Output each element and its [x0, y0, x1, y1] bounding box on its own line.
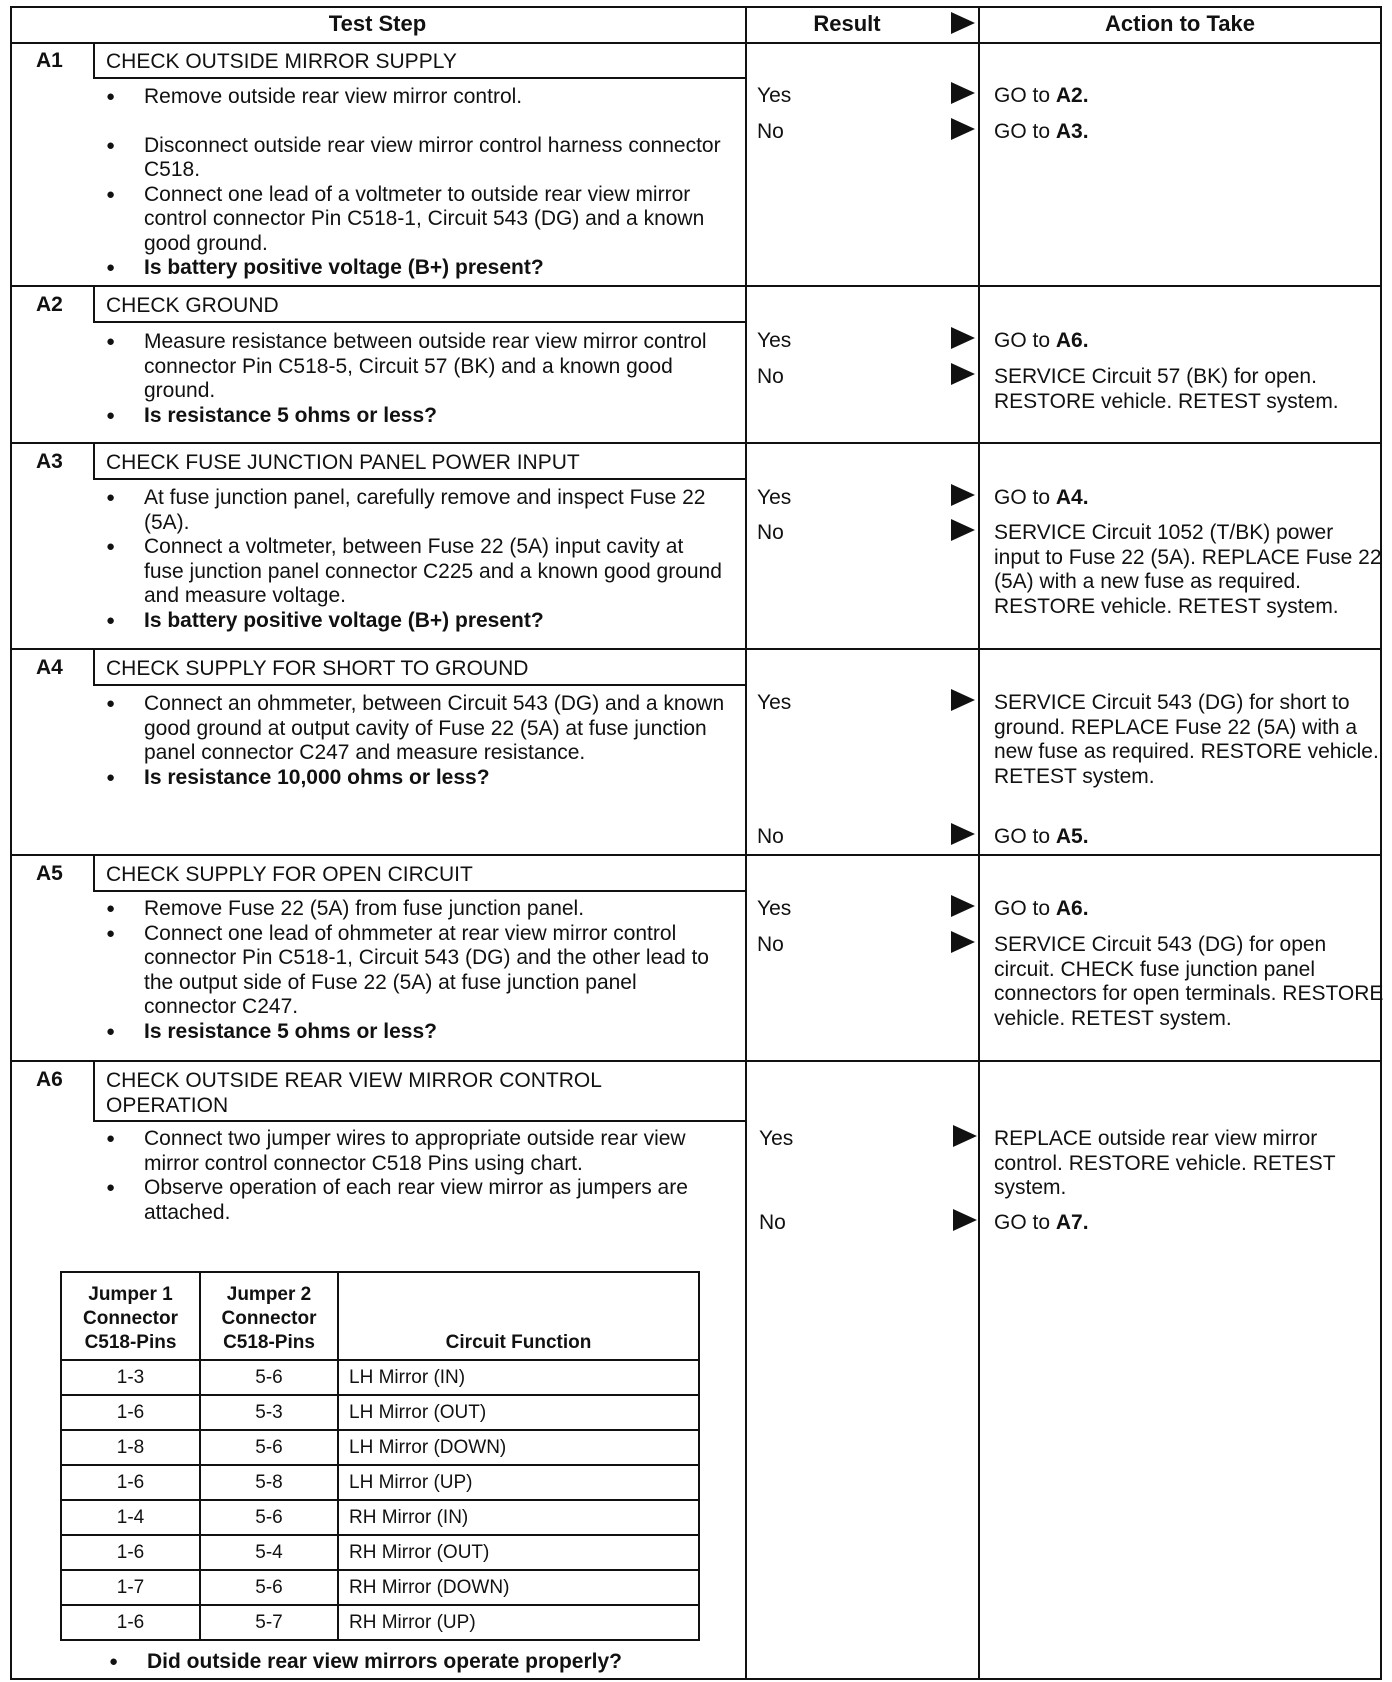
result-yes: Yes [757, 84, 792, 107]
result-arrow-icon [951, 895, 975, 917]
table-row [61, 1535, 699, 1570]
action-text: GO to A2. [994, 84, 1089, 107]
result-arrow-icon [951, 689, 975, 711]
result-no: No [757, 933, 784, 956]
instruction-item: ● Remove Fuse 22 (5A) from fuse junction panel. [106, 897, 726, 922]
step-id-divider [93, 854, 95, 892]
header-row-divider [10, 42, 1382, 44]
instruction-item: ● Connect one lead of ohmmeter at rear view mirror control connector Pin C518-1, Circuit 543 (DG) and the other lead to the output side of Fuse 22 (5A) at fuse junction panel connector C247. [106, 922, 726, 1020]
step-instructions [106, 486, 726, 633]
pin-table-header: Jumper 1 Connector C518-Pins [61, 1272, 200, 1360]
action-text: GO to A6. [994, 329, 1089, 352]
jumper1-pins: 1-3 [61, 1360, 200, 1395]
result-arrow-icon [951, 363, 975, 385]
step-question: ● Is resistance 5 ohms or less? [106, 1020, 726, 1045]
step-instructions [106, 330, 726, 428]
result-arrow-icon [951, 519, 975, 541]
step-title-underline [93, 77, 747, 79]
table-row [61, 1570, 699, 1605]
jumper1-pins: 1-4 [61, 1500, 200, 1535]
jumper2-pins: 5-6 [200, 1430, 338, 1465]
result-arrow-icon [953, 1125, 977, 1147]
jumper2-pins: 5-3 [200, 1395, 338, 1430]
step-title: CHECK OUTSIDE REAR VIEW MIRROR CONTROL OPERATION [106, 1069, 602, 1117]
step-id: A3 [36, 450, 63, 473]
step-id: A2 [36, 293, 63, 316]
result-column-divider [745, 6, 747, 1680]
step-id-divider [93, 648, 95, 686]
header-arrow-icon [951, 12, 975, 34]
action-text: REPLACE outside rear view mirror control. RESTORE vehicle. RETEST system. [994, 1127, 1336, 1199]
result-arrow-icon [951, 327, 975, 349]
jumper2-pins: 5-8 [200, 1465, 338, 1500]
jumper1-pins: 1-6 [61, 1395, 200, 1430]
step-title-underline [93, 684, 747, 686]
step-question: ● Did outside rear view mirrors operate properly? [109, 1650, 729, 1675]
table-left-border [10, 6, 12, 1680]
result-yes: Yes [757, 897, 792, 920]
step-question: ● Is resistance 5 ohms or less? [106, 404, 726, 429]
step-instructions [106, 692, 726, 790]
step-separator [10, 1060, 1382, 1062]
circuit-function: RH Mirror (DOWN) [338, 1570, 699, 1605]
instruction-item: ● Observe operation of each rear view mirror as jumpers are attached. [106, 1176, 726, 1225]
result-no: No [757, 120, 784, 143]
result-no: No [757, 825, 784, 848]
header-action: Action to Take [1105, 11, 1255, 36]
step-instructions [109, 1650, 729, 1675]
instruction-item: ● Connect a voltmeter, between Fuse 22 (5A) input cavity at fuse junction panel connector C225 and a known good ground and measure voltage. [106, 535, 726, 609]
result-arrow-icon [951, 118, 975, 140]
jumper2-pins: 5-6 [200, 1500, 338, 1535]
instruction-item: ● Connect two jumper wires to appropriate outside rear view mirror control connector C518 Pins using chart. [106, 1127, 726, 1176]
circuit-function: RH Mirror (OUT) [338, 1535, 699, 1570]
jumper1-pins: 1-7 [61, 1570, 200, 1605]
result-no: No [757, 521, 784, 544]
instruction-item: ● Remove outside rear view mirror control. [106, 85, 726, 110]
result-yes: Yes [759, 1127, 794, 1150]
result-yes: Yes [757, 329, 792, 352]
table-row [61, 1395, 699, 1430]
step-title: CHECK OUTSIDE MIRROR SUPPLY [106, 50, 457, 73]
circuit-function: LH Mirror (OUT) [338, 1395, 699, 1430]
step-title-underline [93, 1120, 747, 1122]
step-title: CHECK GROUND [106, 294, 279, 317]
pin-table-header: Jumper 2 Connector C518-Pins [200, 1272, 338, 1360]
action-text: SERVICE Circuit 543 (DG) for short to ground. REPLACE Fuse 22 (5A) with a new fuse as required. RESTORE vehicle. RETEST system. [994, 691, 1379, 788]
jumper-pin-chart [60, 1271, 700, 1641]
jumper2-pins: 5-7 [200, 1605, 338, 1640]
instruction-item: ● Disconnect outside rear view mirror control harness connector C518. [106, 134, 726, 183]
circuit-function: LH Mirror (IN) [338, 1360, 699, 1395]
table-row [61, 1500, 699, 1535]
jumper2-pins: 5-6 [200, 1570, 338, 1605]
circuit-function: RH Mirror (UP) [338, 1605, 699, 1640]
result-no: No [757, 365, 784, 388]
jumper2-pins: 5-6 [200, 1360, 338, 1395]
step-title-underline [93, 321, 747, 323]
circuit-function: RH Mirror (IN) [338, 1500, 699, 1535]
table-row [61, 1360, 699, 1395]
result-arrow-icon [951, 823, 975, 845]
jumper1-pins: 1-6 [61, 1535, 200, 1570]
step-instructions [106, 897, 726, 1044]
action-text: GO to A5. [994, 825, 1089, 848]
instruction-item: ● Connect an ohmmeter, between Circuit 543 (DG) and a known good ground at output cavity of Fuse 22 (5A) at fuse junction panel connector C247 and measure resistance. [106, 692, 726, 766]
step-title: CHECK SUPPLY FOR OPEN CIRCUIT [106, 863, 473, 886]
result-arrow-icon [951, 484, 975, 506]
jumper1-pins: 1-6 [61, 1465, 200, 1500]
step-title: CHECK SUPPLY FOR SHORT TO GROUND [106, 657, 529, 680]
step-id-divider [93, 285, 95, 323]
result-arrow-icon [951, 82, 975, 104]
header-test-step: Test Step [328, 11, 427, 36]
result-no: No [759, 1211, 786, 1234]
step-id-divider [93, 42, 95, 79]
action-text: SERVICE Circuit 543 (DG) for open circuit. CHECK fuse junction panel connectors for open terminals. RESTORE vehicle. RETEST system. [994, 933, 1384, 1030]
step-instructions [106, 1127, 726, 1225]
step-title-underline [93, 478, 747, 480]
step-id: A6 [36, 1068, 63, 1091]
step-question: ● Is resistance 10,000 ohms or less? [106, 766, 726, 791]
step-id: A5 [36, 862, 63, 885]
step-id: A4 [36, 656, 63, 679]
step-title: CHECK FUSE JUNCTION PANEL POWER INPUT [106, 451, 580, 474]
action-text: GO to A7. [994, 1211, 1089, 1234]
step-question: ● Is battery positive voltage (B+) present? [106, 609, 726, 634]
jumper1-pins: 1-6 [61, 1605, 200, 1640]
step-instructions [106, 85, 726, 281]
circuit-function: LH Mirror (UP) [338, 1465, 699, 1500]
step-id: A1 [36, 49, 63, 72]
action-text: GO to A4. [994, 486, 1089, 509]
result-yes: Yes [757, 486, 792, 509]
header-result: Result [813, 11, 881, 36]
step-title-underline [93, 890, 747, 892]
table-row [61, 1605, 699, 1640]
step-id-divider [93, 442, 95, 480]
circuit-function: LH Mirror (DOWN) [338, 1430, 699, 1465]
instruction-item: ● Connect one lead of a voltmeter to outside rear view mirror control connector Pin C518-1, Circuit 543 (DG) and a known good ground. [106, 183, 726, 257]
instruction-item: ● Measure resistance between outside rear view mirror control connector Pin C518-5, Circuit 57 (BK) and a known good ground. [106, 330, 726, 404]
result-yes: Yes [757, 691, 792, 714]
table-row [61, 1430, 699, 1465]
step-separator [10, 285, 1382, 287]
step-id-divider [93, 1060, 95, 1122]
jumper1-pins: 1-8 [61, 1430, 200, 1465]
step-separator [10, 854, 1382, 856]
action-text: SERVICE Circuit 1052 (T/BK) power input to Fuse 22 (5A). REPLACE Fuse 22 (5A) with a new fuse as required. RESTORE vehicle. RETEST system. [994, 521, 1382, 618]
pin-table-header: Circuit Function [338, 1272, 699, 1360]
instruction-item: ● At fuse junction panel, carefully remove and inspect Fuse 22 (5A). [106, 486, 726, 535]
result-arrow-icon [953, 1209, 977, 1231]
step-separator [10, 442, 1382, 444]
table-bottom-border [10, 1678, 1382, 1680]
table-top-border [10, 6, 1382, 8]
action-text: GO to A3. [994, 120, 1089, 143]
step-separator [10, 648, 1382, 650]
action-text: SERVICE Circuit 57 (BK) for open. RESTORE vehicle. RETEST system. [994, 365, 1339, 413]
step-question: ● Is battery positive voltage (B+) present? [106, 256, 726, 281]
jumper2-pins: 5-4 [200, 1535, 338, 1570]
table-row [61, 1465, 699, 1500]
result-arrow-icon [951, 931, 975, 953]
action-column-divider [978, 6, 980, 1680]
action-text: GO to A6. [994, 897, 1089, 920]
